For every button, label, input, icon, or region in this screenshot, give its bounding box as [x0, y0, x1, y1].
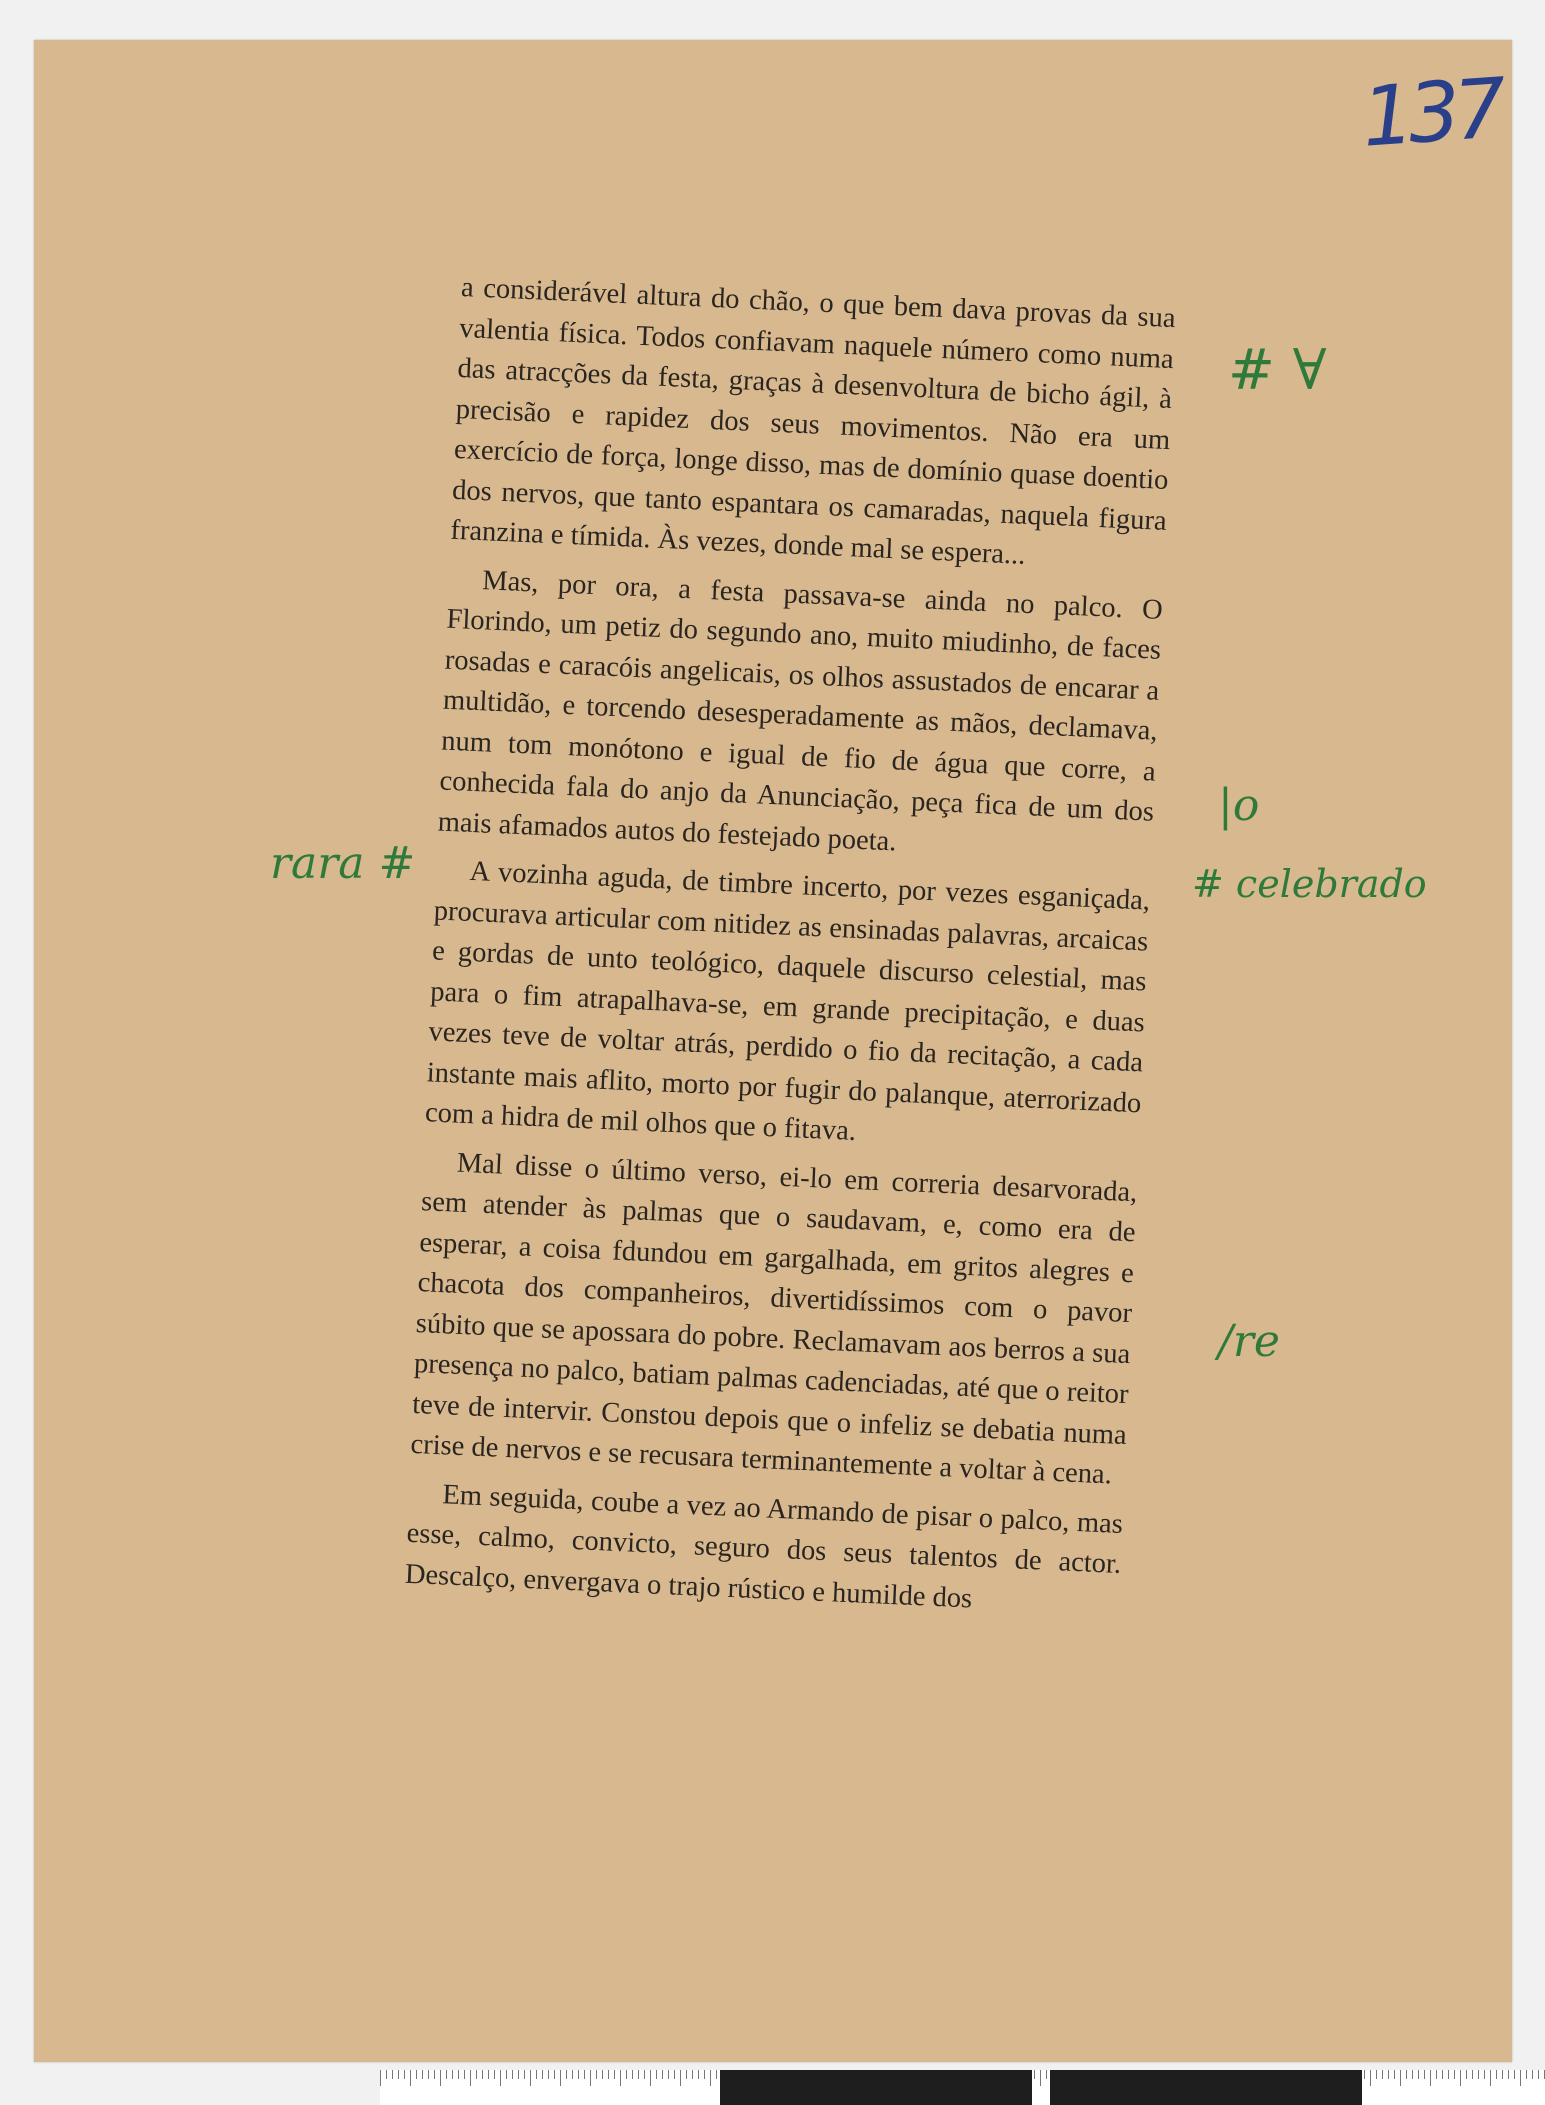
ruler-tick — [560, 2070, 561, 2086]
ruler-tick — [380, 2070, 381, 2086]
ruler-tick — [1430, 2070, 1431, 2086]
ruler-tick — [446, 2070, 447, 2079]
ruler-tick — [1472, 2070, 1473, 2079]
ruler-tick — [572, 2070, 573, 2079]
ruler-tick — [1400, 2070, 1401, 2086]
ruler-tick — [1526, 2070, 1527, 2079]
paragraph: Mas, por ora, a festa passava-se ainda no palco. O Florindo, um petiz do segundo ano, muito miudinho, de faces rosadas e caracóis angelicais, os olhos assustados de encarar a multidão, e torcendo desesperadamente as mãos, declamava, num tom monótono e igual de fio de água que corre, a conhecida fala do anjo da Anunciação, peça fica de um dos mais afamados autos do festejado poeta. — [437, 564, 1164, 857]
ruler-tick — [710, 2070, 711, 2086]
ruler-tick — [638, 2070, 639, 2079]
ruler-tick — [590, 2070, 591, 2086]
ruler-tick — [1376, 2070, 1377, 2079]
ruler-tick — [692, 2070, 693, 2079]
ruler-tick — [620, 2070, 621, 2086]
ruler-tick — [428, 2070, 429, 2079]
ruler-tick — [704, 2070, 705, 2079]
ruler-tick — [1388, 2070, 1389, 2079]
ruler-tick — [434, 2070, 435, 2079]
ruler-tick — [596, 2070, 597, 2079]
ruler-tick — [602, 2070, 603, 2079]
ruler-tick — [1448, 2070, 1449, 2079]
ruler-tick — [650, 2070, 651, 2086]
ruler-tick — [1538, 2070, 1539, 2079]
ruler-tick — [1532, 2070, 1533, 2079]
body-text — [404, 268, 1176, 1626]
ruler-tick — [488, 2070, 489, 2079]
ruler-tick — [1034, 2070, 1035, 2079]
ruler-tick — [1496, 2070, 1497, 2079]
ruler-tick — [422, 2070, 423, 2079]
ruler-tick — [548, 2070, 549, 2079]
ruler-tick — [608, 2070, 609, 2079]
ruler-tick — [464, 2070, 465, 2079]
ruler-tick — [1514, 2070, 1515, 2079]
ruler-tick — [1508, 2070, 1509, 2079]
ruler-tick — [458, 2070, 459, 2079]
margin-annotation: rara # — [270, 838, 416, 889]
ruler-tick — [1478, 2070, 1479, 2079]
ruler-tick — [512, 2070, 513, 2079]
ruler-tick — [1394, 2070, 1395, 2079]
ruler-tick — [584, 2070, 585, 2079]
ruler-tick — [716, 2070, 717, 2079]
ruler-tick — [482, 2070, 483, 2079]
ruler-tick — [698, 2070, 699, 2079]
ruler-tick — [1418, 2070, 1419, 2079]
ruler-tick — [1382, 2070, 1383, 2079]
ruler-tick — [494, 2070, 495, 2079]
ruler-tick — [1502, 2070, 1503, 2079]
ruler-tick — [476, 2070, 477, 2079]
ruler-tick — [668, 2070, 669, 2079]
ruler-tick — [1436, 2070, 1437, 2079]
ruler-tick — [1484, 2070, 1485, 2079]
paragraph: a considerável altura do chão, o que bem dava provas da sua valentia física. Todos confiavam naquele número como numa das atracções da festa, graças à desenvoltura de bicho ágil, à precisão e rapidez dos seus movimentos. Não era um exercício de força, longe disso, mas de domínio quase doentio dos nervos, que tanto espantara os camaradas, naquela figura franzina e tímida. Às vezes, donde mal se espera... — [449, 271, 1177, 571]
ruler-tick — [1466, 2070, 1467, 2079]
page-number: 137 — [1358, 61, 1504, 166]
ruler-tick — [632, 2070, 633, 2079]
ruler-tick — [578, 2070, 579, 2079]
ruler-tick — [542, 2070, 543, 2079]
ruler-tick — [386, 2070, 387, 2079]
ruler-tick — [566, 2070, 567, 2079]
ruler-tick — [1454, 2070, 1455, 2079]
ruler-tick — [398, 2070, 399, 2079]
scale-ruler — [380, 2070, 1545, 2105]
ruler-tick — [404, 2070, 405, 2079]
ruler-tick — [392, 2070, 393, 2079]
ruler-black-segment — [720, 2070, 1032, 2105]
ruler-tick — [536, 2070, 537, 2079]
ruler-tick — [614, 2070, 615, 2079]
ruler-tick — [626, 2070, 627, 2079]
ruler-tick — [410, 2070, 411, 2086]
ruler-tick — [470, 2070, 471, 2086]
ruler-tick — [506, 2070, 507, 2079]
paragraph: Mal disse o último verso, ei-lo em correria desarvorada, sem atender às palmas que o saudavam, e, como era de esperar, a coisa fdundou em gargalhada, em gritos alegres e chacota dos companheiros, divertidíssimos com o pavor súbito que se apossara do pobre. Reclamavam aos berros a sua presença no palco, batiam palmas cadenciadas, até que o reitor teve de intervir. Constou depois que o infeliz se debatia numa crise de nervos e se recusara terminantemente a voltar à cena. — [409, 1147, 1138, 1491]
ruler-tick — [1046, 2070, 1047, 2079]
ruler-tick — [1424, 2070, 1425, 2079]
ruler-tick — [656, 2070, 657, 2079]
ruler-tick — [1370, 2070, 1371, 2086]
margin-annotation: # ∀ — [1228, 338, 1327, 403]
margin-annotation: # celebrado — [1192, 862, 1427, 906]
ruler-tick — [1490, 2070, 1491, 2086]
ruler-tick — [554, 2070, 555, 2079]
ruler-tick — [530, 2070, 531, 2086]
ruler-tick — [1412, 2070, 1413, 2079]
ruler-tick — [524, 2070, 525, 2079]
ruler-tick — [1040, 2070, 1041, 2086]
margin-annotation: /re — [1218, 1316, 1280, 1367]
ruler-tick — [662, 2070, 663, 2079]
margin-annotation: |o — [1218, 780, 1260, 831]
ruler-tick — [1364, 2070, 1365, 2079]
ruler-tick — [1460, 2070, 1461, 2086]
ruler-tick — [1520, 2070, 1521, 2086]
ruler-tick — [674, 2070, 675, 2079]
ruler-black-segment — [1050, 2070, 1362, 2105]
ruler-tick — [416, 2070, 417, 2079]
paragraph: A vozinha aguda, de timbre incerto, por vezes esganiçada, procurava articular com nitidez as ensinadas palavras, arcaicas e gordas de unto teológico, daquele discurso celestial, mas para o fim atrapalhava-se, em grande precipitação, e duas vezes teve de voltar atrás, perdido o fio da recitação, a cada instante mais aflito, morto por fugir do palanque, aterrorizado com a hidra de mil olhos que o fitava. — [424, 855, 1151, 1147]
ruler-tick — [440, 2070, 441, 2086]
ruler-tick — [500, 2070, 501, 2086]
ruler-tick — [1442, 2070, 1443, 2079]
ruler-tick — [518, 2070, 519, 2079]
ruler-tick — [1406, 2070, 1407, 2079]
ruler-tick — [644, 2070, 645, 2079]
ruler-tick — [686, 2070, 687, 2079]
paragraph: Em seguida, coube a vez ao Armando de pisar o palco, mas esse, calmo, convicto, seguro dos seus talentos de actor. Descalço, envergava o trajo rústico e humilde dos — [404, 1478, 1124, 1615]
ruler-tick — [452, 2070, 453, 2079]
ruler-tick — [680, 2070, 681, 2086]
